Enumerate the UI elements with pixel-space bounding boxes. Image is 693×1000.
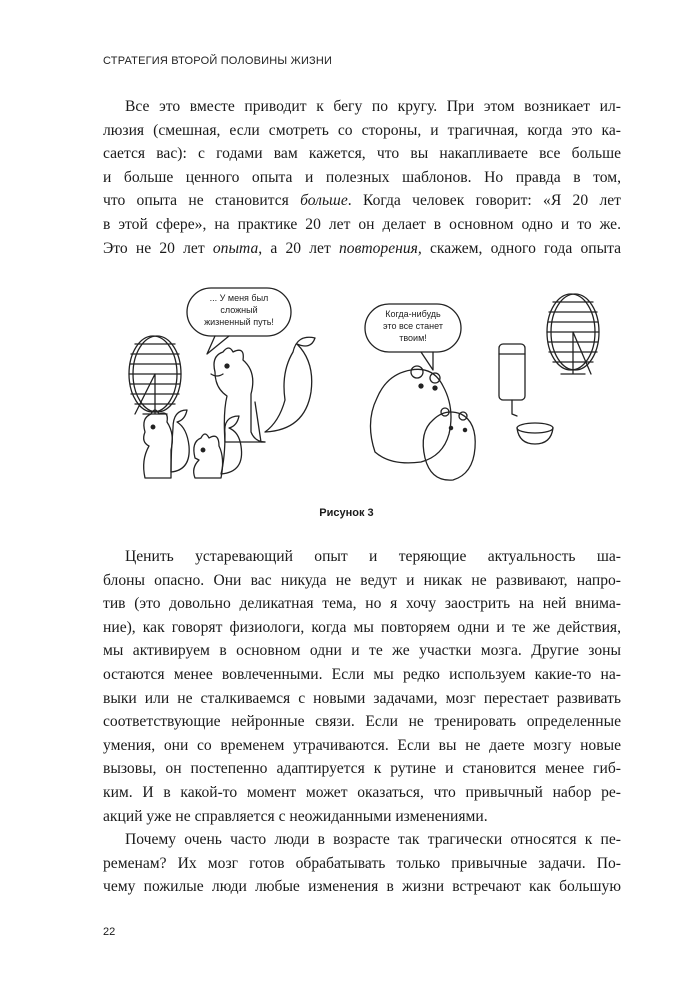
text-line: Ценить устаревающий опыт и теряющие актуальность ша- — [125, 548, 621, 565]
text-line: остаются менее вовлеченными. Если мы редко используем какие-то на- — [103, 665, 621, 683]
emphasis: больше — [300, 192, 348, 210]
text-line: мы активируем в основном одни и те же участки мозга. Другие зоны — [103, 642, 621, 660]
emphasis: повторения, — [338, 239, 422, 257]
small-squirrel-icon — [194, 416, 242, 478]
text-line: Почему очень часто люди в возрасте так трагически относятся к пе- — [125, 831, 621, 849]
hamster-wheel-icon — [547, 294, 599, 374]
running-title: СТРАТЕГИЯ ВТОРОЙ ПОЛОВИНЫ ЖИЗНИ — [103, 55, 333, 67]
text-line: умения, они со временем утрачиваются. Если вы не даете мозгу новые — [103, 736, 621, 754]
text-line: ние), как говорят физиологи, когда мы повторяем одни и те же действия, — [103, 618, 621, 636]
text-line: что опыта не становится больше. Когда человек говорит: «Я 20 лет — [103, 192, 621, 210]
bubble-right-line: твоим! — [399, 333, 427, 343]
text-line: сается вас): с годами вам кажется, что вы накапливаете все больше — [103, 145, 621, 163]
text-line: в этой сфере», на практике 20 лет он делает в основном одно и то же. — [103, 215, 621, 233]
hamster-wheel-icon — [129, 336, 181, 414]
text-line: выки или не сталкиваемся с новыми задачами, мозг перестает развивать — [103, 689, 621, 707]
water-bottle-icon — [499, 344, 525, 416]
bubble-left-line: ... У меня был — [209, 293, 269, 303]
text-line: ким. И в какой-то момент может оказаться, что привычный набор ре- — [103, 783, 621, 801]
bubble-left — [187, 288, 291, 354]
text-line: акций уже не справляется с неожиданными изменениями. — [103, 807, 488, 825]
text-line: и больше ценного опыта и полезных шаблонов. Но правда в том, — [103, 168, 621, 186]
bubble-right-line: Когда-нибудь — [385, 309, 441, 319]
bubble-left-line: сложный — [220, 305, 258, 315]
text-line: люзия (смешная, если смотреть со стороны, и трагичная, когда это ка- — [103, 121, 621, 139]
text-line: вызовы, он постепенно адаптируется к рутине и становится менее гиб- — [103, 760, 621, 778]
paragraph-1 — [103, 95, 621, 260]
text-line: блоны опасно. Они вас никуда не ведут и никак не развивают, напро- — [103, 571, 621, 589]
hamster-icon — [370, 366, 451, 463]
old-squirrel-icon — [211, 337, 315, 442]
text-line: соответствующие нейронные связи. Если не тренировать определенные — [103, 713, 621, 731]
illustration — [115, 282, 615, 497]
food-bowl-icon — [517, 423, 553, 444]
page-number: 22 — [103, 926, 116, 938]
text-line: ременам? Их мозг готов обрабатывать только привычные задачи. По- — [103, 854, 621, 872]
small-hamster-icon — [423, 408, 475, 480]
text-line: тив (это довольно деликатная тема, но я хочу заострить на ней внима- — [103, 595, 621, 613]
bubble-right-line: это все станет — [383, 321, 443, 331]
text-line: чему пожилые люди любые изменения в жизни встречают как большую — [103, 878, 621, 896]
text-line: Это не 20 лет опыта, а 20 лет повторения, скажем, одного года опыта — [103, 239, 622, 257]
paragraph-2 — [103, 545, 621, 899]
emphasis: опыта — [212, 239, 259, 257]
bubble-right — [365, 304, 461, 370]
small-squirrel-icon — [144, 410, 190, 478]
figure-caption: Рисунок 3 — [319, 507, 374, 519]
bubble-left-line: жизненный путь! — [204, 317, 274, 327]
text-line: Все это вместе приводит к бегу по кругу. При этом возникает ил- — [125, 98, 621, 115]
